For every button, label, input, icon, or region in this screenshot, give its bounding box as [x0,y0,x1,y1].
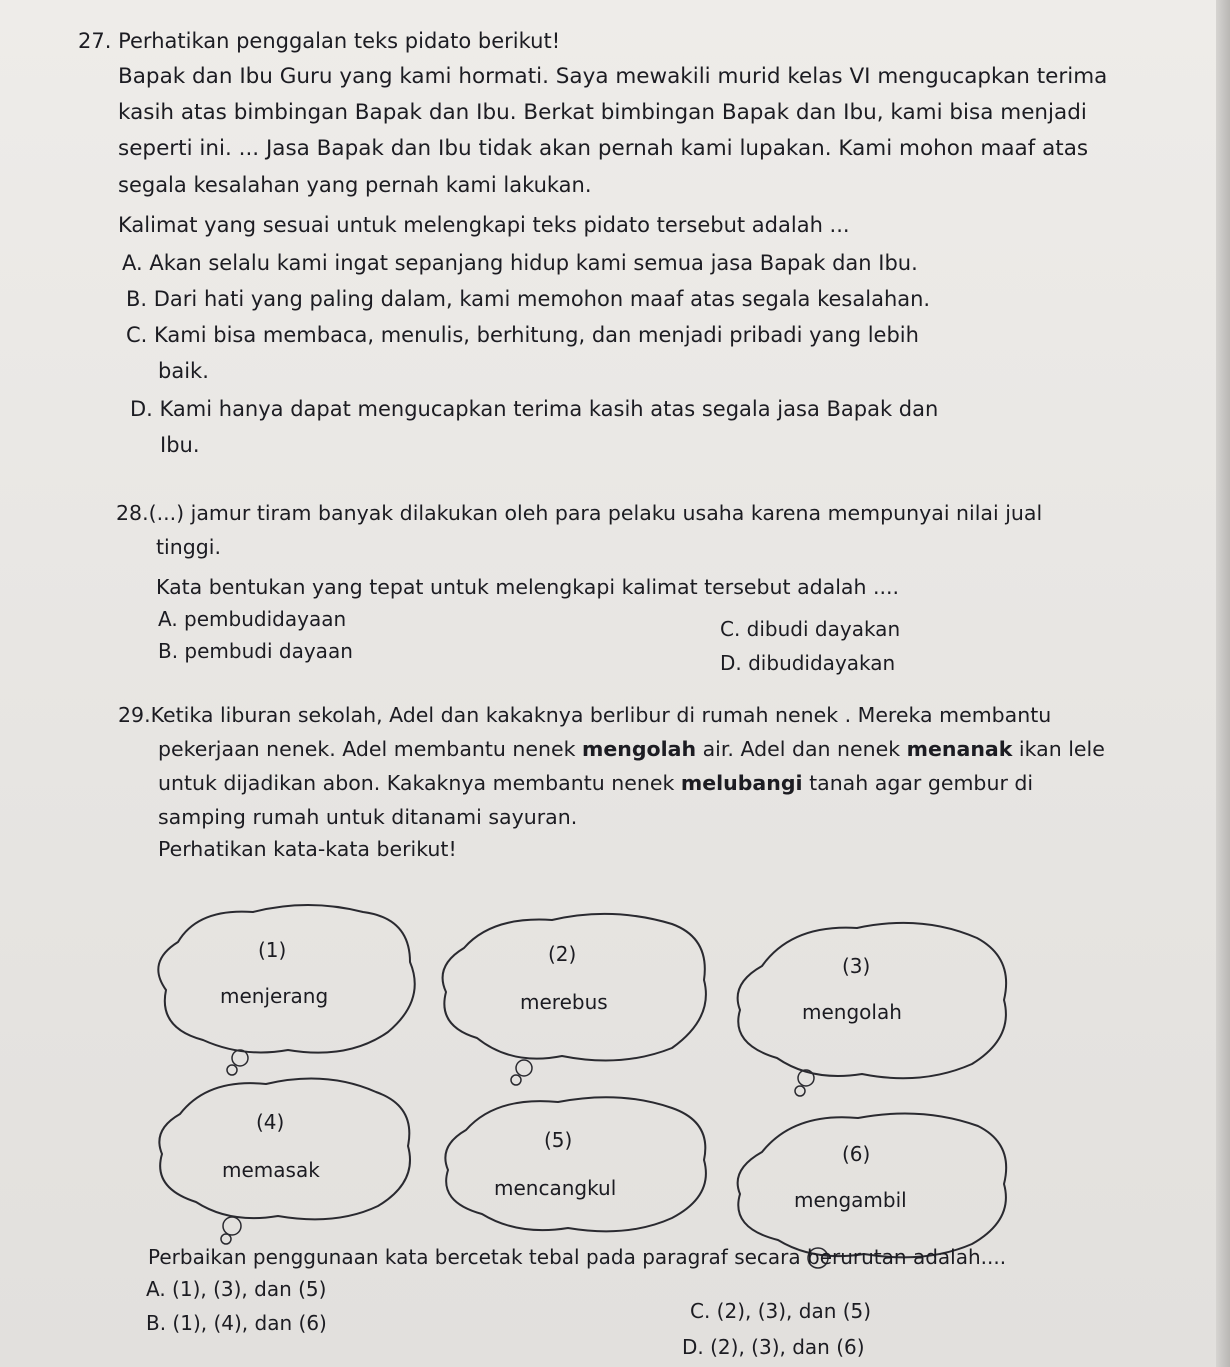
q28-question: Kata bentukan yang tepat untuk melengkapi kalimat tersebut adalah .... [156,575,900,599]
q29-bold-word-3: melubangi [680,771,803,795]
q29-instruction: Perbaikan penggunaan kata bercetak tebal pada paragraf secara berurutan adalah.... [148,1245,1007,1269]
cloud-word: memasak [222,1158,320,1182]
q28-option-c[interactable]: C. dibudi dayakan [720,617,901,641]
q27-option-c-cont: baik. [158,359,209,383]
q28-option-a[interactable]: A. pembudidayaan [158,607,347,631]
q29-prompt: Perhatikan kata-kata berikut! [158,837,457,861]
q28-option-b[interactable]: B. pembudi dayaan [158,639,353,663]
q27-passage-line: seperti ini. ... Jasa Bapak dan Ibu tidak akan pernah kami lupakan. Kami mohon maaf atas [118,136,1089,161]
q29-paragraph-line: 29.Ketika liburan sekolah, Adel dan kakaknya berlibur di rumah nenek . Mereka membantu [118,703,1052,727]
q29-text: air. Adel dan nenek [696,737,907,761]
cloud-number: (4) [256,1110,285,1134]
q27-option-d[interactable]: D. Kami hanya dapat mengucapkan terima kasih atas segala jasa Bapak dan [130,397,939,421]
q29-option-d[interactable]: D. (2), (3), dan (6) [682,1335,865,1359]
word-cloud-5 [432,1092,712,1252]
q29-option-b[interactable]: B. (1), (4), dan (6) [146,1311,327,1335]
q27-passage-line: kasih atas bimbingan Bapak dan Ibu. Berkat bimbingan Bapak dan Ibu, kami bisa menjadi [118,100,1087,125]
q29-text: ikan lele [1012,737,1105,761]
q27-passage-line: segala kesalahan yang pernah kami lakukan. [118,173,592,197]
q27-heading [78,28,560,54]
q29-bold-word-2: menanak [906,737,1013,761]
q29-text: pekerjaan nenek. Adel membantu nenek [158,737,583,761]
q28-stem: 28.(...) jamur tiram banyak dilakukan oleh para pelaku usaha karena mempunyai nilai jual [116,501,1043,525]
page-edge-shadow [1216,0,1230,1367]
q29-paragraph-line [158,736,1105,762]
cloud-number: (5) [544,1128,573,1152]
q27-option-d-cont: Ibu. [160,433,200,457]
q28-stem-cont: tinggi. [156,535,221,559]
q29-paragraph-line: samping rumah untuk ditanami sayuran. [158,805,578,829]
cloud-shape [432,1092,712,1252]
cloud-word: merebus [520,990,608,1014]
cloud-number: (2) [548,942,577,966]
word-cloud-3 [722,918,1012,1098]
word-cloud-1 [148,900,418,1075]
q27-option-b[interactable]: B. Dari hati yang paling dalam, kami memohon maaf atas segala kesalahan. [126,287,931,311]
cloud-word: mencangkul [494,1176,617,1200]
q27-question: Kalimat yang sesuai untuk melengkapi teks pidato tersebut adalah ... [118,213,850,237]
word-cloud-2 [432,908,712,1083]
cloud-word: mengambil [794,1188,907,1212]
q27-number: 27. [78,29,112,53]
cloud-number: (3) [842,954,871,978]
q29-text: untuk dijadikan abon. Kakaknya membantu nenek [158,771,681,795]
q27-passage-line: Bapak dan Ibu Guru yang kami hormati. Saya mewakili murid kelas VI mengucapkan terima [118,64,1108,89]
q28-option-d[interactable]: D. dibudidayakan [720,651,896,675]
cloud-number: (1) [258,938,287,962]
q27-option-c[interactable]: C. Kami bisa membaca, menulis, berhitung, dan menjadi pribadi yang lebih [126,323,919,347]
q27-option-a[interactable]: A. Akan selalu kami ingat sepanjang hidup kami semua jasa Bapak dan Ibu. [122,251,918,275]
q29-option-c[interactable]: C. (2), (3), dan (5) [690,1299,872,1323]
q29-text: tanah agar gembur di [802,771,1034,795]
q27-title: Perhatikan penggalan teks pidato berikut! [118,29,561,53]
cloud-word: menjerang [220,984,329,1008]
word-cloud-4 [146,1074,416,1244]
cloud-word: mengolah [802,1000,902,1024]
q29-option-a[interactable]: A. (1), (3), dan (5) [146,1277,327,1301]
q29-paragraph-line [158,770,1033,796]
q29-bold-word-1: mengolah [582,737,697,761]
cloud-number: (6) [842,1142,871,1166]
